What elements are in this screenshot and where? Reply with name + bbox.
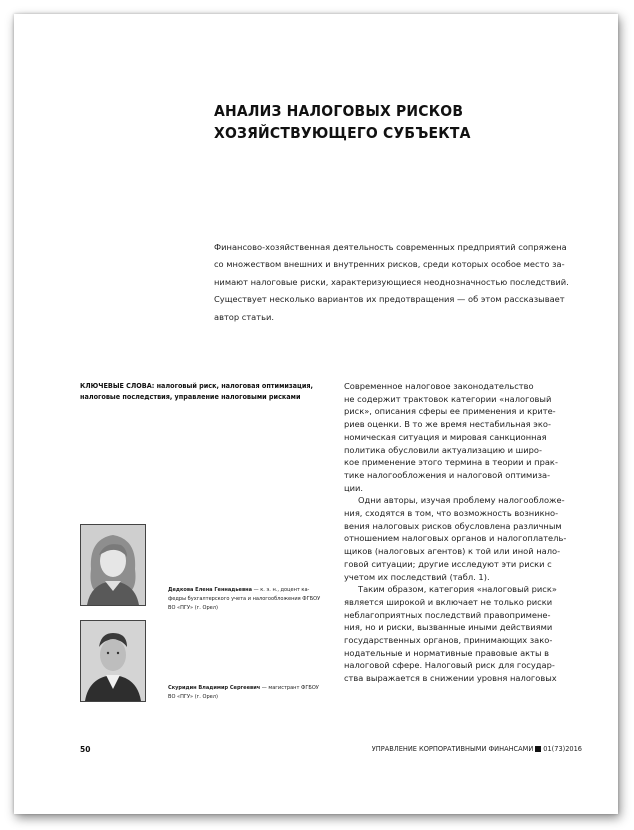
- abstract-line: со множеством внешних и внутренних рисков, среди которых особое место за-: [214, 259, 565, 270]
- body-line: не содержит трактовок категории «налоговый: [344, 393, 552, 404]
- author-info-dedkova: [168, 586, 343, 613]
- abstract-line: Существует несколько вариантов их предотвращения — об этом рассказывает: [214, 294, 565, 305]
- abstract-line: Финансово-хозяйственная деятельность современных предприятий сопряжена: [214, 242, 567, 252]
- journal-name: УПРАВЛЕНИЕ КОРПОРАТИВНЫМИ ФИНАНСАМИ: [371, 745, 534, 753]
- body-line: государственных органов, принимающих зако-: [344, 635, 553, 646]
- abstract-line: автор статьи.: [214, 311, 275, 322]
- body-line: кое применение этого термина в теории и прак-: [344, 457, 558, 468]
- title-line-2: ХОЗЯЙСТВУЮЩЕГО СУБЪЕКТА: [214, 124, 471, 142]
- body-line: тике налогообложения и налоговой оптимиза-: [344, 469, 551, 480]
- body-line: Таким образом, категория «налоговый риск»: [358, 584, 557, 595]
- body-line: ства выражается в снижении уровня налоговых: [344, 673, 557, 684]
- author-desc-line: ВО «ПГУ» (г. Орел): [168, 694, 218, 700]
- body-line: ния, но и риски, вызванные иными действиями: [344, 622, 553, 633]
- keywords-line: КЛЮЧЕВЫЕ СЛОВА: налоговый риск, налоговая оптимизация,: [80, 381, 313, 390]
- article-body: [344, 380, 594, 685]
- article-abstract: [214, 239, 592, 326]
- article-title: [214, 100, 574, 144]
- author-desc-line: — магистрант ФГБОУ: [260, 685, 319, 691]
- body-line: Современное налоговое законодательство: [344, 381, 534, 391]
- author-info-skuridin: [168, 684, 343, 702]
- body-line: говой ситуации; другие исследуют эти риски с: [344, 558, 552, 569]
- body-line: риев оценки. В то же время нестабильная эко-: [344, 419, 551, 430]
- keywords-line: налоговые последствия, управление налоговыми рисками: [80, 391, 301, 401]
- body-line: налоговой сфере. Налоговый риск для государ-: [344, 660, 555, 671]
- body-line: является широкой и включает не только риски: [344, 596, 553, 607]
- body-line: отношением налоговых органов и налогоплатель-: [344, 533, 567, 544]
- page-number: 50: [80, 745, 91, 754]
- abstract-line: нимают налоговые риски, характеризующиеся неоднозначностью последствий.: [214, 276, 569, 287]
- body-line: учетом их последствий (табл. 1).: [344, 571, 490, 582]
- journal-issue: 01(73)2016: [543, 745, 582, 753]
- body-line: риск», описания сферы ее применения и крите-: [344, 406, 556, 417]
- square-icon: [535, 746, 541, 752]
- body-line: ния, сходятся в том, что возможность возникно-: [344, 508, 559, 519]
- body-line: нодательные и нормативные правовые акты в: [344, 647, 550, 658]
- journal-page: [14, 14, 618, 814]
- keywords-block: [80, 381, 330, 402]
- author-photo-skuridin: [80, 620, 146, 702]
- author-photo-dedkova: [80, 524, 146, 606]
- author-desc-line: федры бухгалтерского учета и налогообложения ФГБОУ: [168, 596, 321, 602]
- body-line: номическая ситуация и мировая санкционная: [344, 431, 547, 442]
- body-line: Одни авторы, изучая проблему налогообложе-: [358, 495, 565, 506]
- title-line-1: АНАЛИЗ НАЛОГОВЫХ РИСКОВ: [214, 102, 464, 120]
- body-line: ции.: [344, 482, 364, 493]
- body-line: вения налоговых рисков обусловлена различным: [344, 520, 562, 531]
- body-line: политика обусловили актуализацию и широ-: [344, 444, 542, 455]
- author-desc-line: — к. э. н., доцент ка-: [252, 587, 310, 593]
- body-line: щиков (налоговых агентов) к той или иной нало-: [344, 546, 561, 557]
- journal-footer: [372, 745, 582, 753]
- author-desc-line: ВО «ПГУ» (г. Орел): [168, 605, 218, 611]
- body-line: неблагоприятных последствий правопримене-: [344, 609, 551, 620]
- author-name: Скуридин Владимир Сергеевич: [168, 685, 261, 691]
- author-name: Дедкова Елена Геннадьевна: [168, 587, 253, 593]
